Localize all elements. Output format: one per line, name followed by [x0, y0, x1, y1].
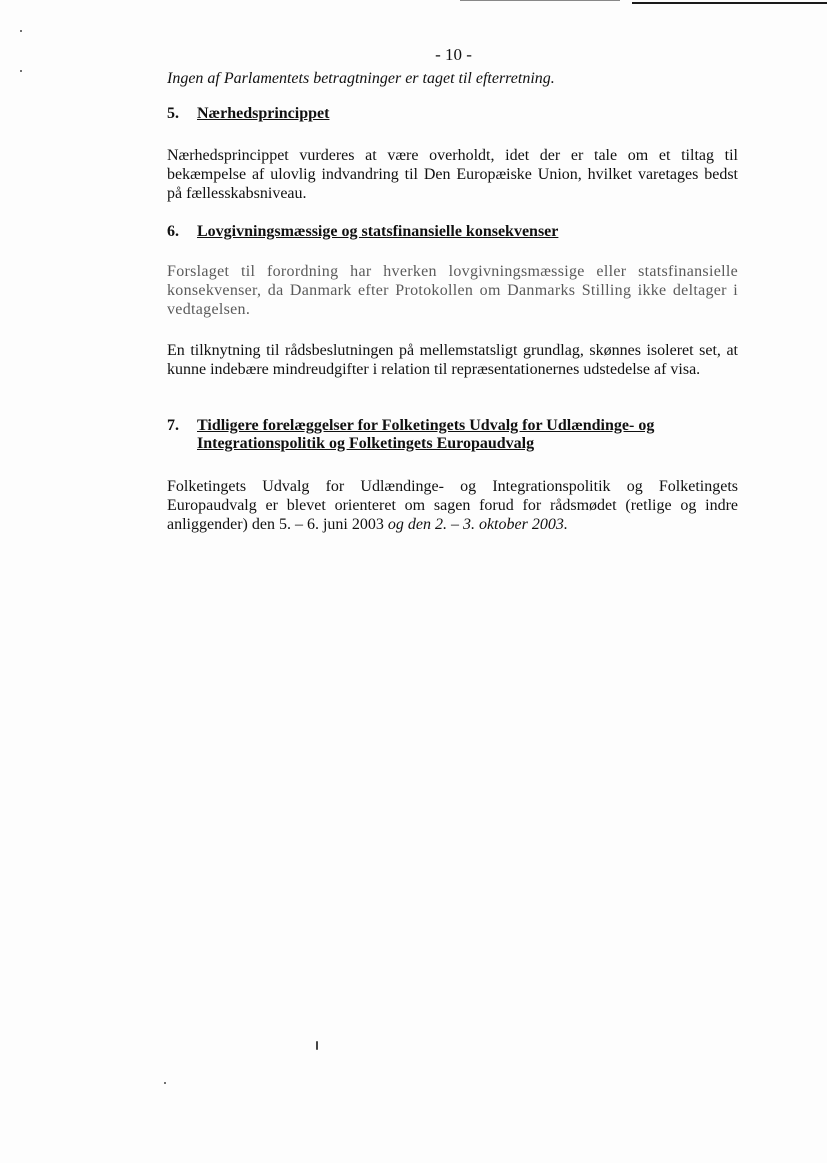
scan-speck [164, 1082, 166, 1084]
section-paragraph: En tilknytning til rådsbeslutningen på mellemstatsligt grundlag, skønnes isoleret set, at kunne indebære mindreudgifter i relation til repræsentationernes udstedelse af visa. [167, 342, 738, 378]
section-title: Nærhedsprincippet [197, 105, 330, 122]
section-number: 5. [167, 105, 179, 122]
scan-speck [20, 70, 22, 72]
page-number: - 10 - [435, 45, 472, 64]
section-heading [167, 105, 738, 123]
scan-edge-line [632, 2, 827, 4]
scan-edge-line [460, 0, 620, 1]
section-heading [167, 223, 738, 241]
section-number: 7. [167, 417, 179, 434]
section-title: Lovgivningsmæssige og statsfinansielle konsekvenser [197, 223, 559, 240]
section-paragraph: Nærhedsprincippet vurderes at være overholdt, idet der er tale om et tiltag til bekæmpelse af ulovlig indvandring til Den Europæiske Union, hvilket varetages bedst på fællesskabsniveau. [167, 147, 738, 202]
paragraph-italic-tail: og den 2. – 3. oktober 2003. [383, 516, 568, 533]
paragraph-text: Folketingets Udvalg for Udlændinge- og Integrationspolitik og Folketingets Europaudvalg er blevet orienteret om sagen forud for rådsmødet (retlige og indre anliggender) den 5. – 6. juni 2003 [167, 478, 738, 533]
section-paragraph: Forslaget til forordning har hverken lovgivningsmæssige eller statsfinansielle konsekvenser, da Danmark efter Protokollen om Danmarks Stilling ikke deltager i vedtagelsen. [167, 263, 738, 318]
section-number: 6. [167, 223, 179, 240]
section-paragraph [167, 477, 738, 534]
section-heading [167, 417, 738, 453]
scan-speck [20, 30, 22, 32]
section-title: Tidligere forelæggelser for Folketingets Udvalg for Udlændinge- og Integrationspolitik og Folketingets Europaudvalg [197, 417, 655, 452]
intro-note: Ingen af Parlamentets betragtninger er taget til efterretning. [167, 70, 555, 87]
scan-speck [316, 1041, 318, 1050]
